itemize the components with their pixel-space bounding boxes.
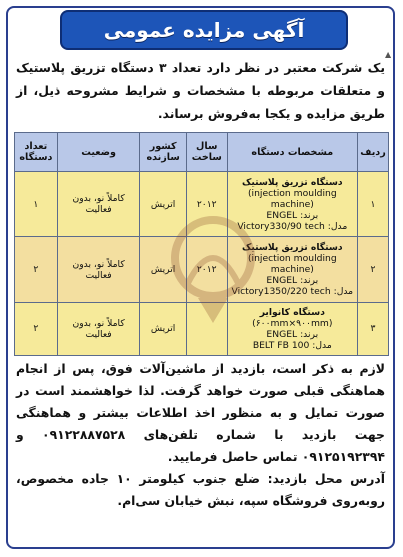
manufacture-year: ۲۰۱۲ <box>186 237 227 302</box>
machine-spec <box>227 302 357 355</box>
machine-dimensions: (۶۰۰mm×۹۰۰mm) <box>252 317 333 329</box>
conditions-paragraph <box>16 358 385 512</box>
header-count: تعداد دستگاه <box>15 133 58 172</box>
machine-type-en: (injection moulding machine) <box>247 187 337 210</box>
machine-type-en: (injection moulding machine) <box>247 253 337 276</box>
machine-model: مدل: Victory330/90 tech <box>237 220 348 232</box>
machine-name: دستگاه تزریق پلاستیک <box>241 242 343 254</box>
machine-brand: برند: ENGEL <box>266 328 319 340</box>
manufacture-year <box>186 302 227 355</box>
visit-note: لازم به ذکر است، بازدید از ماشین‌آلات فوق، پس از انجام هماهنگی قبلی صورت خواهد گرفت. لذا خواهشمند است در صورت تمایل و به منظور اخذ اطلاعات بیشتر و هماهنگی جهت بازدید با شماره تلفن‌های ۰۹۱۲۲۸۸۷۵۲۸ و ۰۹۱۲۵۱۹۲۳۹۴ تماس حاصل فرمایید. <box>16 361 385 464</box>
machine-brand: برند: ENGEL <box>266 275 319 287</box>
machine-count: ۲ <box>15 237 58 302</box>
manufacturer-country: اتریش <box>140 237 187 302</box>
ad-title: آگهی مزایده عمومی <box>103 18 305 42</box>
table-row <box>15 302 389 355</box>
row-number: ۲ <box>358 237 389 302</box>
manufacturer-country: اتریش <box>140 302 187 355</box>
machine-name: دستگاه کانوایر <box>259 306 325 318</box>
ad-frame <box>6 6 395 549</box>
header-status: وضعیت <box>57 133 140 172</box>
table-row <box>15 172 389 237</box>
machine-name: دستگاه تزریق پلاستیک <box>241 176 343 188</box>
manufacturer-country: اتریش <box>140 172 187 237</box>
machine-brand: برند: ENGEL <box>266 209 319 221</box>
header-spec: مشخصات دستگاه <box>227 133 357 172</box>
scroll-indicator-icon: ▲ <box>385 50 392 59</box>
machine-spec <box>227 237 357 302</box>
machine-spec <box>227 172 357 237</box>
machine-count: ۱ <box>15 172 58 237</box>
machines-table <box>14 132 389 356</box>
title-banner <box>62 12 346 48</box>
machine-count: ۲ <box>15 302 58 355</box>
header-row-number: ردیف <box>358 133 389 172</box>
table-header-row <box>15 133 389 172</box>
header-country: کشور سازنده <box>140 133 187 172</box>
manufacture-year: ۲۰۱۲ <box>186 172 227 237</box>
machine-model: مدل: BELT FB 100 <box>252 339 332 351</box>
row-number: ۳ <box>358 302 389 355</box>
visit-address: آدرس محل بازدید: ضلع جنوب کیلومتر ۱۰ جاده مخصوص، روبه‌روی فروشگاه سپه، نبش خیابان سی‌ام. <box>16 471 386 508</box>
machine-model: مدل: Victory1350/220 tech <box>231 286 354 298</box>
machine-status: کاملاً نو، بدون فعالیت <box>57 237 140 302</box>
table-row <box>15 237 389 302</box>
row-number: ۱ <box>358 172 389 237</box>
machine-status: کاملاً نو، بدون فعالیت <box>57 172 140 237</box>
machine-status: کاملاً نو، بدون فعالیت <box>57 302 140 355</box>
header-year: سال ساخت <box>186 133 227 172</box>
intro-paragraph: یک شرکت معتبر در نظر دارد تعداد ۳ دستگاه تزریق پلاستیک و متعلقات مربوطه با مشخصات و شرایط مشروحه ذیل، از طریق مزایده و یکجا به‌فروش برساند. <box>16 60 385 121</box>
